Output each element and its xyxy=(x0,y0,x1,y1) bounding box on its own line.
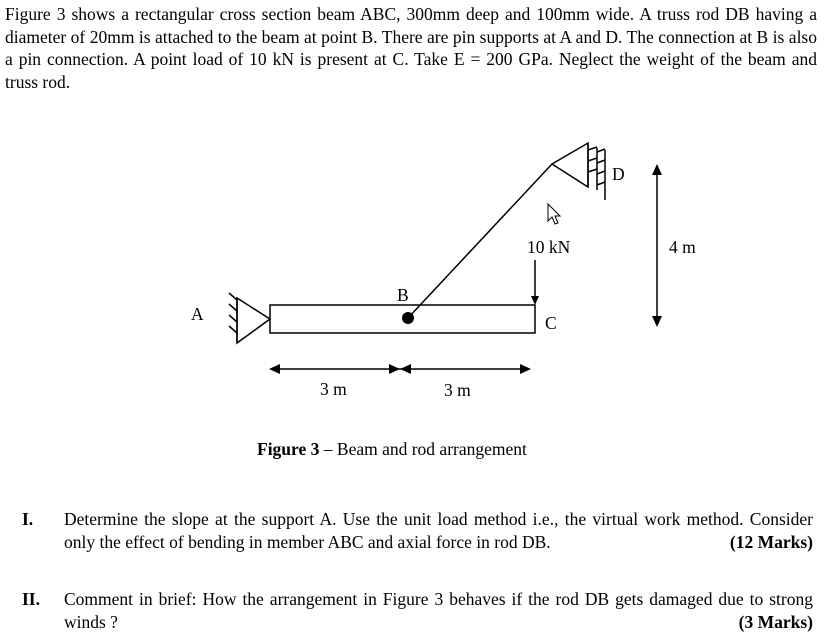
label-c: C xyxy=(545,313,557,333)
question-2 xyxy=(22,588,813,634)
dim-bc-label: 3 m xyxy=(444,380,471,400)
label-d: D xyxy=(612,164,625,184)
question-text: Determine the slope at the support A. Use the unit load method i.e., the virtual work method. Consider only the effect of bending in member ABC and axial force in rod DB. xyxy=(64,509,813,552)
pin-support-d xyxy=(552,143,605,200)
load-label: 10 kN xyxy=(527,237,571,257)
pin-b xyxy=(402,312,414,324)
question-1 xyxy=(22,508,813,554)
question-body xyxy=(64,508,813,554)
pin-support-a xyxy=(229,293,270,343)
span-dimension xyxy=(269,364,531,374)
question-marks: (12 Marks) xyxy=(729,532,813,552)
label-a: A xyxy=(191,304,204,324)
point-load-arrow xyxy=(531,260,539,305)
caption-text: – Beam and rod arrangement xyxy=(319,439,527,459)
cursor-icon xyxy=(548,204,560,224)
dim-ab-label: 3 m xyxy=(320,379,347,399)
question-body xyxy=(64,588,813,634)
height-dimension xyxy=(652,164,662,327)
question-number: II. xyxy=(22,589,40,609)
question-marks: (3 Marks) xyxy=(738,612,813,632)
label-b: B xyxy=(397,285,409,305)
problem-statement: Figure 3 shows a rectangular cross section beam ABC, 300mm deep and 100mm wide. A truss rod DB having a diameter of 20mm is attached to the beam at point B. There are pin supports at A and D. The connection at B is also a pin connection. A point load of 10 kN is present at C. Take E = 200 GPa. Neglect the weight of the beam and truss rod. xyxy=(5,4,817,92)
caption-figure-number: Figure 3 xyxy=(257,439,320,459)
height-label: 4 m xyxy=(669,237,696,257)
question-text: Comment in brief: How the arrangement in Figure 3 behaves if the rod DB gets damaged due to strong winds ? xyxy=(64,589,813,632)
question-number: I. xyxy=(22,509,34,529)
figure-caption xyxy=(257,439,527,460)
